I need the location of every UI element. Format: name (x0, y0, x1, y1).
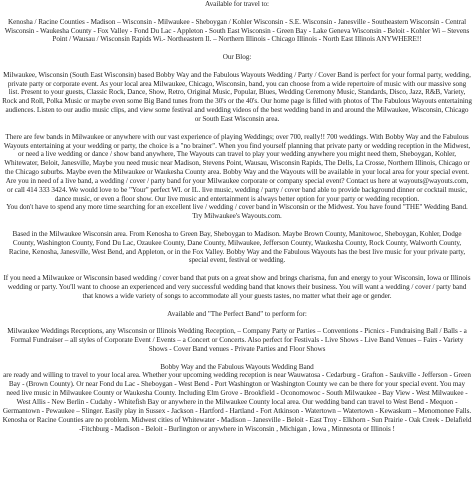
travel-heading: Available for travel to: (205, 0, 269, 8)
blog-intro-paragraph: Milwaukee, Wisconsin (South East Wisconsin) based Bobby Way and the Fabulous Wayouts Wedding / Party / Cover Band is perfect for your formal party, wedding, private party or corporate event. As your local area Milwaukee, Chicago, Wisconsin, band, you can choose from a wide repertoire of music with our massive song list. Present to your guests, Classic Rock, Dance, Show, Retro, Original Music, Popular, Blues, Wedding Ceremony Music, Standards, Disco, Jazz, R&B, Variety, Rock and Roll, Polka Music or maybe even some Big Band tunes from the 30's or the 40's. Our home page is filled with photos of The Fabulous Wayouts entertaining audiences. Listen to our audio music clips, and view some festival and wedding videos of the best wedding band in and around the Milwaukee, Wisconsin, Chicago or South East Wisconsin area. (2, 70, 472, 123)
travel-locations-list: Kenosha / Racine Counties - Madison – Wisconsin - Milwaukee - Sheboygan / Kohler Wisconsin - S.E. Wisconsin - Janesville - Southeastern Wisconsin - Central Wisconsin - Waukesha County - Fox Valley - Fond Du Lac - Appleton - South East Wisconsin - Green Bay - Lake Geneva Wisconsin - Beloit - Kohler Wi – Stevens Point / Wausau / Wisconsin Rapids Wi.- Northeastern Il. – Northern Illinois - Chicago Illinois - North East Illinois ANYWHERE!! (4, 17, 470, 44)
events-paragraph: Milwaukee Weddings Receptions, any Wisconsin or Illinois Wedding Reception, – Company Party or Parties – Conventions - Picnics - Fundraising Ball / Balls - a Formal Fundraiser – all styles of Corporate Event / Events – a Concert or Concerts. Also perfect for Festivals - Live Shows - Live Band Venues – Fairs - Variety Shows - Cover Band venues - Private Parties and Floor Shows (7, 327, 467, 353)
perfect-band-line: Available and "The Perfect Band" to perform for: (167, 309, 307, 318)
try-site-line: Try Milwaukee's Wayouts.com. (192, 212, 282, 221)
wedding-band-title: Bobby Way and the Fabulous Wayouts Wedding Band (160, 362, 314, 371)
search-paragraph: You don't have to spend any more time searching for an excellent live / wedding / cover band in Wisconsin or the Midwest. You have found "THE" Wedding Band. (6, 203, 468, 212)
contact-paragraph: Are you in need of a live band, a wedding / cover / party band for your Milwaukee corporate or company special event? Contact us here at wayouts@wayouts.com, or call 414 333 3424. We would love to be "Your" perfect WI. or IL. live music, wedding / party / cover band able to provide background dinner or cocktail music, dance music, or even a floor show. Our live music and entertainment is always better option for your party or wedding reception. (5, 176, 469, 203)
service-area-paragraph: Based in the Milwaukee Wisconsin area. From Kenosha to Green Bay, Sheboygan to Madison. Maybe Brown County, Manitowoc, Sheboygan, Kohler, Dodge County, Washington County, Fond Du Lac, Ozaukee County, Dane County, Milwaukee, Jefferson County, Waukesha County, Rock County, Walworth County, Racine, Kenosha, Janesville, West Bend, and Appleton, or in the Fox Valley. Bobby Way and the Fabulous Wayouts has the best live music for your private party, special event, festival or wedding. (8, 229, 466, 265)
choose-band-paragraph: If you need a Milwaukee or Wisconsin based wedding / cover band that puts on a great show and brings charisma, fun and energy to your Wisconsin, Iowa or Illinois wedding or party. You'll want to choose an experienced and very successful wedding band that knows their business. You will want a wedding / cover / party band that knows a wide variety of songs to accommodate all your guests tastes, no matter what their age or gender. (3, 274, 471, 300)
experience-paragraph: There are few bands in Milwaukee or anywhere with our vast experience of playing Weddings; over 700, really!! 700 weddings. With Bobby Way and the Fabulous Wayouts entertaining at your wedding or party, the choice is a "no brainer". When you find yourself planning that private party or wedding reception in the Midwest, or need a live wedding or dance / show band anywhere, The Wayouts can travel to play your wedding anywhere you might need them, Sheboygan, Kohler, Whitewater, Beloit, Janesville, Maybe you need music near Madison, Stevens Point, Wausau, Wisconsin Rapids, The Dells, La Crosse, Northern Illinois, Chicago or the Chicago suburbs. Maybe even the Milwaukee or Waukesha County area. Bobby Way and the Wayouts will be available in your local area for your special event. (3, 132, 471, 177)
blog-title: Our Blog: (222, 53, 252, 62)
travel-cities-paragraph: are ready and willing to travel to your local area. Whether your upcoming wedding reception is near Wauwatosa - Cedarburg - Grafton - Saukville - Jefferson - Green Bay - (Brown County). Or near Fond du Lac - Sheboygan - West Bend - Port Washington or Washington County we can be there for your special event. You may need live music in Milwaukee County or Waukesha County. Including Elm Grove - Brookfield - Oconomowoc - South Milwaukee - Bay View - West Milwaukee - West Allis - New Berlin - Cudahy - Whitefish Bay or anywhere in the Milwaukee County local area. Our wedding band can travel to West Bend - Mequon - Germantown - Pewaukee – Slinger. Easily play in Sussex - Jackson - Hartford - Hartland - Fort Atkinson - Watertown – Watertown - Kewaskum – Menomonee Falls. Kenosha or Racine Counties are no problem. Midwest cities of Whitewater - Madison – Janesville - Beloit - East Troy - Elkhorn - Sun Prairie - Oak Creek - Delafield -Fitchburg - Madison - Beloit - Burlington or anywhere in Wisconsin , Michigan , Iowa , Minnesota or Illinois ! (2, 371, 472, 433)
